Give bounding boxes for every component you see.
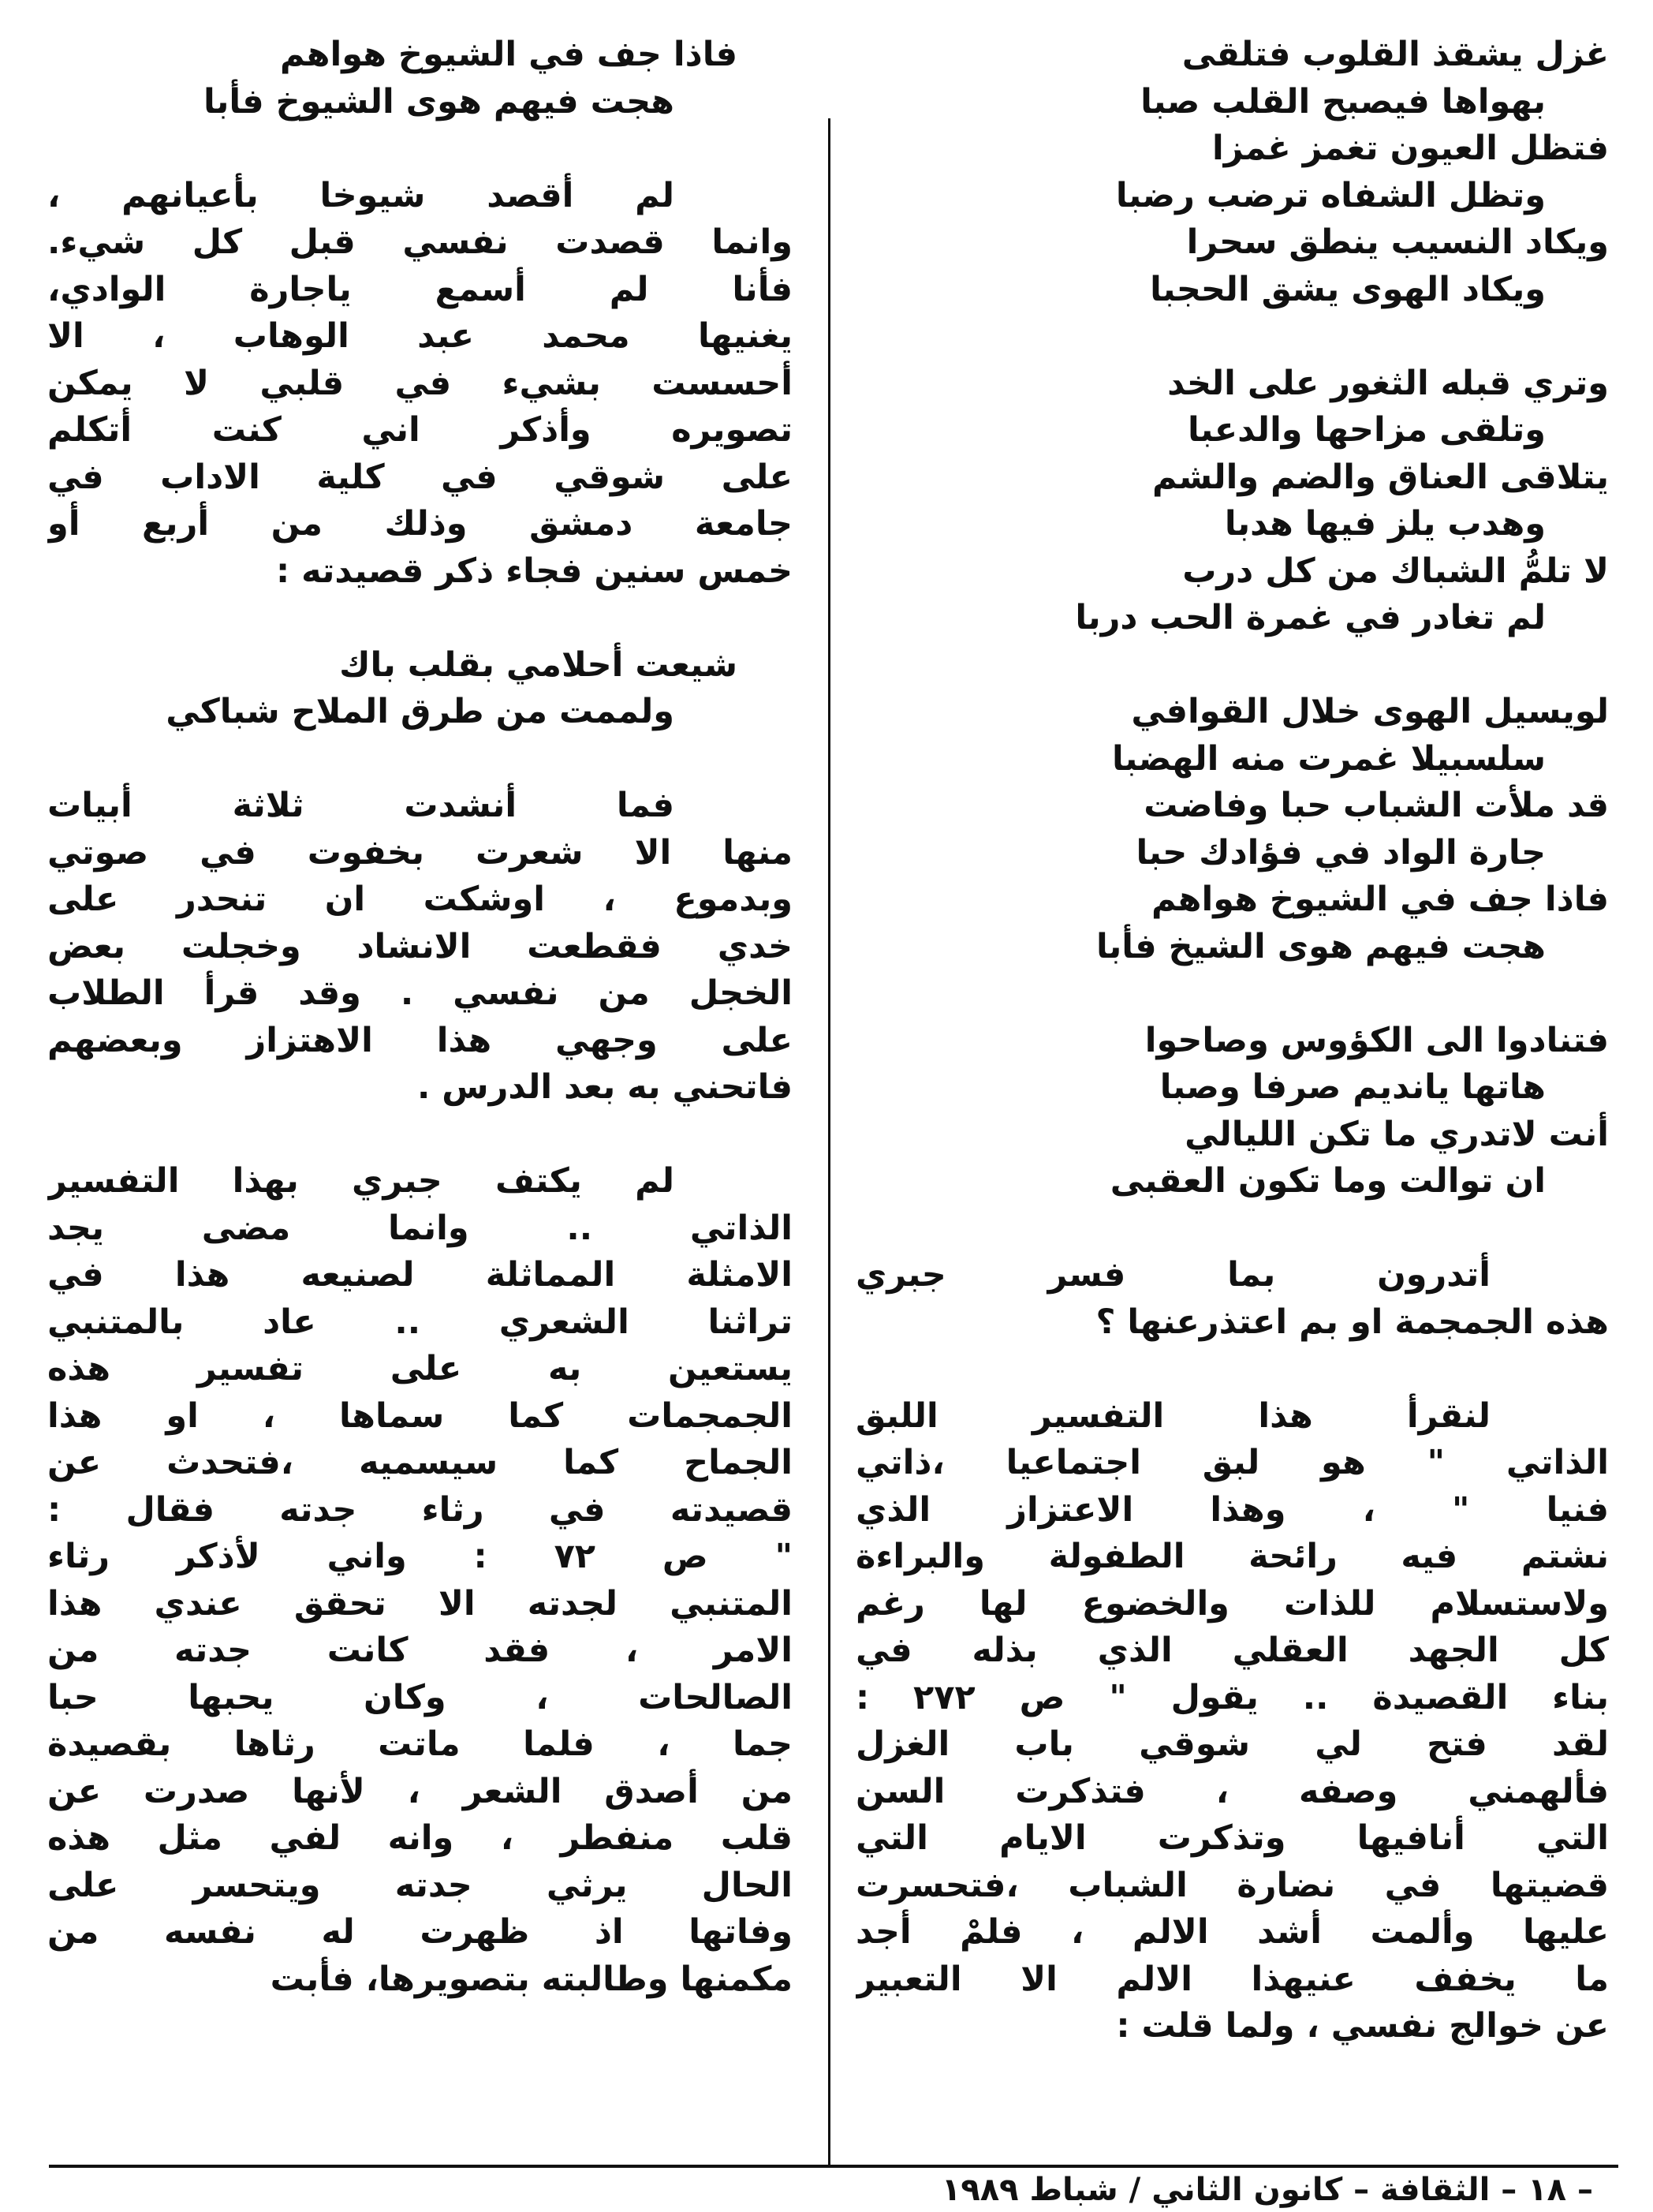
verse-line: بهواها فيصبح القلب صبا (1140, 81, 1546, 121)
poem-stanza-4 (856, 1018, 1609, 1205)
text-line: لقد فتح لي شوقي باب الغزل (856, 1724, 1609, 1764)
text-line: هذه الجمجمة او بم اعتذرعنها ؟ (1095, 1302, 1609, 1342)
verse-line: وتظل الشفاه ترضب رضبا (1115, 175, 1546, 215)
verse-line: غزل يشقذ القلوب فتلقى (1181, 35, 1609, 74)
text-line: مكمنها وطالبته بتصويرها، فأبت (270, 1959, 793, 1999)
text-line: على شوقي في كلية الاداب في (47, 457, 793, 497)
text-line: لنقرأ هذا التفسير اللبق (856, 1396, 1491, 1436)
text-line: وفاتها اذ ظهرت له نفسه من (47, 1912, 793, 1952)
text-line: لم يكتف جبري بهذا التفسير (47, 1161, 674, 1201)
text-line: الذاتي .. وانما مضى يجد (47, 1208, 793, 1248)
verse-line: ان توالت وما تكون العقبى (1110, 1161, 1546, 1201)
text-line: قضيتها في نضارة الشباب ،فتحسرت (856, 1865, 1609, 1905)
text-line: الجماح كما سيسميه ،فتحدث عن (47, 1443, 793, 1482)
text-line: ما يخفف عنيهذا الالم الا التعبير (856, 1959, 1609, 1999)
verse-line: لا تلمُّ الشباك من كل درب (1182, 551, 1609, 591)
text-line: عن خوالج نفسي ، ولما قلت : (1116, 2006, 1609, 2046)
paragraph-3 (47, 1158, 793, 2003)
text-line: بناء القصيدة .. يقول " ص ٢٧٢ : (856, 1677, 1609, 1717)
verse-line: هاتها يانديم صرفا وصبا (1159, 1067, 1546, 1107)
verse-line: شيعت أحلامي بقلب باك (339, 645, 737, 685)
verse-line: أنت لاتدري ما تكن الليالي (1185, 1114, 1609, 1154)
text-line: فما أنشدت ثلاثة أبيات (47, 786, 674, 825)
verse-line: هجت فيهم هوى الشيوخ فأبا (203, 81, 674, 121)
left-column (47, 32, 793, 2003)
verse-line: ويكاد النسيب ينطق سحرا (1186, 222, 1609, 262)
verse-line: فتظل العيون تغمز غمزا (1212, 129, 1609, 168)
poem-stanza-1 (856, 32, 1609, 313)
paragraph-1 (47, 173, 793, 596)
text-line: على وجهي هذا الاهتزاز وبعضهم (47, 1020, 793, 1060)
text-line: الصالحات ، وكان يحبها حبا (47, 1677, 793, 1717)
verse-line: هجت فيهم هوى الشيخ فأبا (1096, 926, 1546, 966)
paragraph-2 (47, 783, 793, 1112)
text-line: نشتم فيه رائحة الطفولة والبراءة (856, 1537, 1609, 1576)
text-line: تصويره وأذكر اني كنت أتكلم (47, 410, 793, 450)
text-line: وانما قصدت نفسي قبل كل شيء. (47, 222, 793, 262)
text-line: خدي فقطعت الانشاد وخجلت بعض (47, 926, 793, 966)
verse-line: قد ملأت الشباب حبا وفاضت (1144, 786, 1609, 825)
analysis-paragraph (856, 1393, 1609, 2050)
text-line: يستعين به على تفسير هذه (47, 1349, 793, 1388)
text-line: الحال يرثي جدته ويتحسر على (47, 1865, 793, 1905)
text-line: عليها وألمت أشد الالم ، فلمْ أجد (856, 1912, 1609, 1952)
text-line: الامثلة المماثلة لصنيعه هذا في (47, 1255, 793, 1295)
verse-line: ويكاد الهوى يشق الحجبا (1150, 269, 1546, 309)
question-paragraph (856, 1252, 1609, 1346)
text-line: قصيدته في رثاء جدته فقال : (47, 1489, 793, 1530)
verse-line: فاذا جف في الشيوخ هواهم (279, 35, 737, 74)
text-line: " ص ٧٢ : واني لأذكر رثاء (47, 1537, 793, 1576)
text-line: المتنبي لجدته الا تحقق عندي هذا (47, 1583, 793, 1624)
verse-line: فاذا جف في الشيوخ هواهم (1151, 880, 1609, 919)
verse-line: ولممت من طرق الملاح شباكي (166, 692, 674, 731)
text-line: فاتحني به بعد الدرس . (416, 1067, 793, 1107)
text-line: الذاتي " هو لبق اجتماعيا ،ذاتي (856, 1443, 1609, 1482)
text-line: وبدموع ، اوشكت ان تنحدر على (47, 880, 793, 919)
text-line: ولاستسلام للذات والخضوع لها رغم (856, 1583, 1609, 1624)
text-line: الخجل من نفسي . وقد قرأ الطلاب (47, 973, 793, 1013)
verse-line: وهدب يلز فيها هدبا (1224, 504, 1546, 544)
text-line: لم أقصد شيوخا بأعيانهم ، (47, 175, 674, 215)
text-line: جامعة دمشق وذلك من أربع أو (47, 504, 793, 544)
text-line: قلب منفطر ، وانه لفي مثل هذه (47, 1818, 793, 1858)
column-divider (828, 118, 830, 2165)
text-line: فأنا لم أسمع ياجارة الوادي، (47, 269, 793, 309)
text-line: منها الا شعرت بخفوت في صوتي (47, 832, 793, 872)
text-line: أتدرون بما فسر جبري (856, 1255, 1491, 1295)
text-line: فنيا " ، وهذا الاعتزاز الذي (856, 1489, 1609, 1530)
poem-mid (47, 642, 793, 736)
text-line: التي أنافيها وتذكرت الايام التي (856, 1818, 1609, 1858)
text-line: أحسست بشيء في قلبي لا يمكن (47, 363, 793, 403)
verse-line: وتلقى مزاحها والدعبا (1188, 410, 1546, 450)
verse-line: سلسبيلا غمرت منه الهضبا (1111, 738, 1546, 779)
verse-line: وتري قبله الثغور على الخد (1167, 363, 1609, 403)
text-line: فألهمني وصفه ، فتذكرت السن (856, 1771, 1609, 1811)
text-line: الامر ، فقد كانت جدته من (47, 1631, 793, 1670)
text-line: يغنيها محمد عبد الوهاب ، الا (47, 316, 793, 356)
text-line: خمس سنين فجاء ذكر قصيدته : (276, 551, 793, 591)
text-line: جما ، فلما ماتت رثاها بقصيدة (47, 1724, 793, 1764)
poem-top (47, 32, 793, 125)
text-line: من أصدق الشعر ، لأنها صدرت عن (47, 1771, 793, 1811)
verse-line: فتنادوا الى الكؤوس وصاحوا (1144, 1020, 1609, 1060)
right-column (856, 32, 1609, 2050)
page-footer: – ١٨ – الثقافة – كانون الثاني / شباط ١٩٨٩ (941, 2172, 1593, 2208)
text-line: كل الجهد العقلي الذي بذله في (856, 1631, 1609, 1670)
text-line: الجمجمات كما سماها ، او هذا (47, 1396, 793, 1436)
poem-stanza-2 (856, 361, 1609, 642)
verse-line: لويسيل الهوى خلال القوافي (1131, 692, 1609, 731)
verse-line: يتلاقى العناق والضم والشم (1151, 457, 1609, 497)
verse-line: لم تغادر في غمرة الحب دربا (1075, 598, 1546, 637)
poem-stanza-3 (856, 689, 1609, 970)
verse-line: جارة الواد في فؤادك حبا (1136, 832, 1546, 872)
text-line: تراثنا الشعري .. عاد بالمتنبي (47, 1302, 793, 1342)
